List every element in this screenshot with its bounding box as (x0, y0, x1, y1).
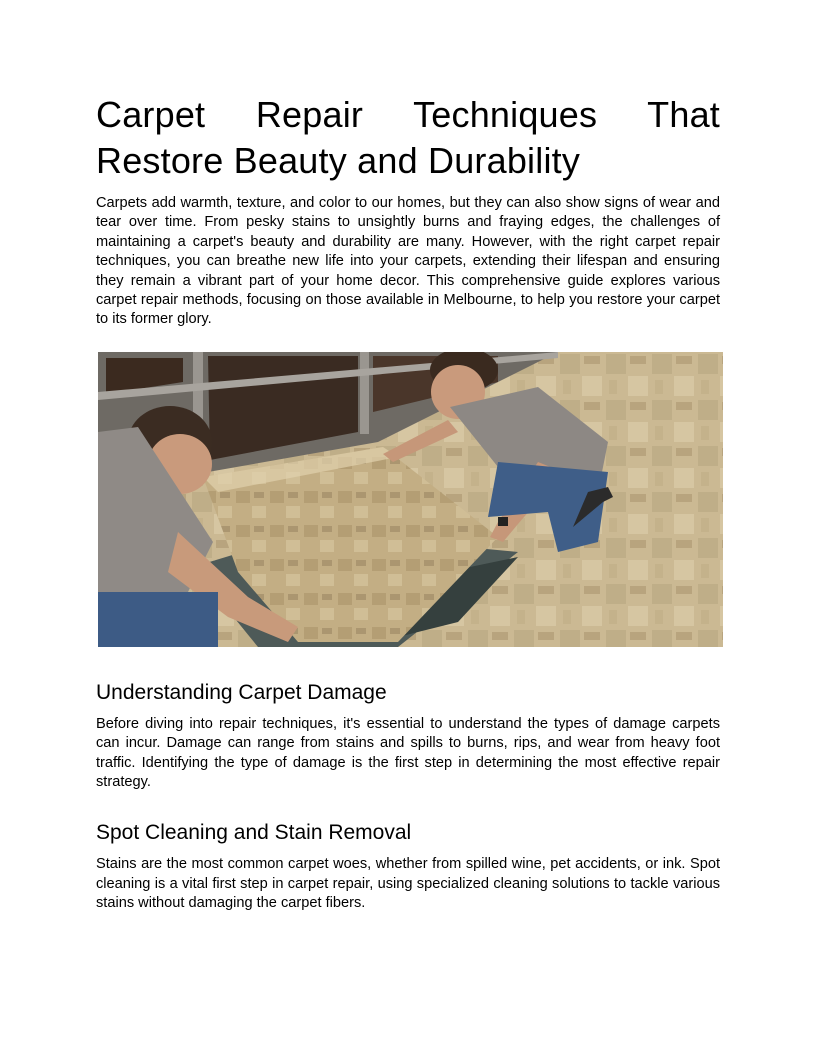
section-heading-carpet-damage: Understanding Carpet Damage (96, 680, 387, 704)
section-heading-spot-cleaning: Spot Cleaning and Stain Removal (96, 821, 412, 845)
document-page (96, 92, 720, 914)
intro-paragraph: Carpets add warmth, texture, and color to our homes, but they can also show signs of wear and tear over time. From pesky stains to unsightly burns and fraying edges, the challenges of maintaining a carpet's beauty and durability are many. However, with the right carpet repair techniques, you can breathe new life into your carpets, extending their lifespan and ensuring they remain a vibrant part of your home decor. This comprehensive guide explores various carpet repair methods, focusing on those available in Melbourne, to help you restore your carpet to its former glory. (96, 195, 720, 328)
section-body-spot-cleaning: Stains are the most common carpet woes, whether from spilled wine, pet accidents, or ink. Spot cleaning is a vital first step in carpet repair, using specialized cleaning solutions to tackle various stains without damaging the carpet fibers. (96, 856, 720, 912)
section-body-carpet-damage: Before diving into repair techniques, it's essential to understand the types of damage carpets can incur. Damage can range from stains and spills to burns, rips, and wear from heavy foot traffic. Identifying the type of damage is the first step in determining the most effective repair strategy. (96, 715, 720, 791)
carpet-installation-photo (98, 352, 723, 647)
document-title: Carpet Repair Techniques That Restore Beauty and Durability (96, 94, 720, 181)
